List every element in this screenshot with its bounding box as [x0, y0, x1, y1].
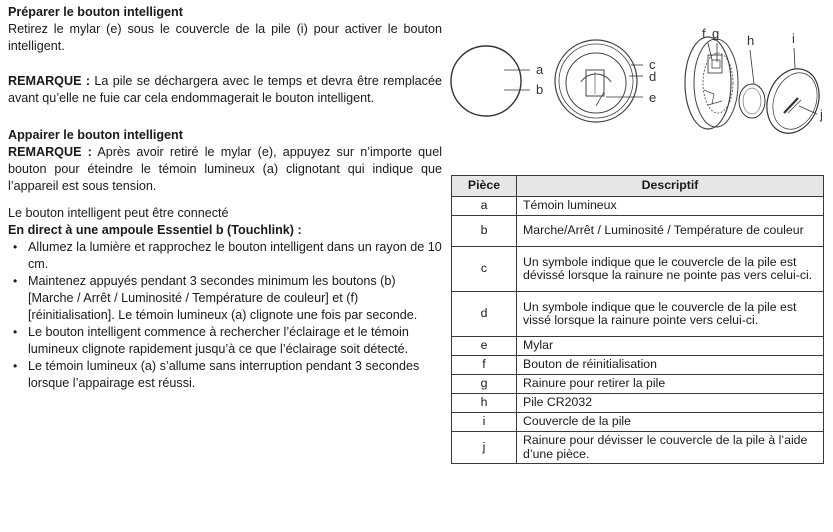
part-description: Rainure pour retirer la pile — [517, 375, 824, 394]
part-description: Un symbole indique que le couvercle de la pile est dévissé lorsque la rainure ne pointe pas vers celui-ci. — [517, 247, 824, 292]
part-description: Rainure pour dévisser le couvercle de la pile à l’aide d’une pièce. — [517, 432, 824, 464]
part-code: g — [452, 375, 517, 394]
table-row — [452, 375, 824, 394]
pair-note — [8, 144, 442, 195]
instructions-column — [8, 4, 442, 392]
parts-table — [451, 175, 824, 464]
table-row — [452, 432, 824, 464]
part-code: c — [452, 247, 517, 292]
part-code: h — [452, 394, 517, 413]
list-item: • Maintenez appuyés pendant 3 secondes minimum les boutons (b) [Marche / Arrêt / Luminosité / Température de couleur] et (f) [réinitialisation]. Le témoin lumineux (a) clignote une fois par seconde. — [8, 273, 442, 324]
part-description: Un symbole indique que le couvercle de la pile est vissé lorsque la rainure pointe vers celui-ci. — [517, 292, 824, 337]
label-j: j — [820, 107, 823, 122]
part-description: Témoin lumineux — [517, 197, 824, 216]
part-description: Bouton de réinitialisation — [517, 356, 824, 375]
table-row — [452, 292, 824, 337]
table-row — [452, 247, 824, 292]
table-row — [452, 356, 824, 375]
label-b: b — [536, 82, 544, 97]
table-header-row — [452, 176, 824, 197]
section-title-prepare: Préparer le bouton intelligent — [8, 5, 183, 19]
label-i: i — [792, 31, 795, 46]
part-description: Mylar — [517, 337, 824, 356]
part-description: Pile CR2032 — [517, 394, 824, 413]
back-view — [555, 40, 637, 122]
label-c: c — [649, 57, 656, 72]
table-row — [452, 197, 824, 216]
housing-view — [685, 37, 738, 129]
note-label: REMARQUE : — [8, 145, 92, 159]
label-f: f — [702, 26, 706, 41]
part-code: b — [452, 216, 517, 247]
front-view-circle — [451, 46, 521, 116]
connect-text: Le bouton intelligent peut être connecté — [8, 206, 229, 220]
battery-cover-view — [758, 61, 826, 140]
table-row — [452, 413, 824, 432]
note-text: La pile se déchargera avec le temps et devra être remplacée avant qu’elle ne fuie car cela endommagerait le bouton intelligent. — [8, 74, 442, 105]
list-item: • Le témoin lumineux (a) s’allume sans interruption pendant 3 secondes lorsque l’appairage est réussi. — [8, 358, 442, 392]
note-label: REMARQUE : — [8, 74, 91, 88]
part-code: e — [452, 337, 517, 356]
part-code: i — [452, 413, 517, 432]
header-descriptif: Descriptif — [517, 176, 824, 197]
label-e: e — [649, 90, 657, 105]
label-g: g — [712, 26, 720, 41]
list-item: • Le bouton intelligent commence à rechercher l’éclairage et le témoin lumineux clignote rapidement jusqu’à ce que l’éclairage soit détecté. — [8, 324, 442, 358]
part-code: a — [452, 197, 517, 216]
note-text: Après avoir retiré le mylar (e), appuyez sur n’importe quel bouton pour éteindre le témoin lumineux (a) clignotant qui indique que l’appareil est sous tension. — [8, 145, 442, 193]
battery-note — [8, 73, 442, 107]
table-row — [452, 394, 824, 413]
part-code: j — [452, 432, 517, 464]
device-diagram — [446, 10, 826, 150]
part-description: Marche/Arrêt / Luminosité / Température de couleur — [517, 216, 824, 247]
label-h: h — [747, 33, 755, 48]
pairing-steps — [8, 239, 442, 392]
connect-title: En direct à une ampoule Essentiel b (Touchlink) : — [8, 223, 302, 237]
list-item: • Allumez la lumière et rapprochez le bouton intelligent dans un rayon de 10 cm. — [8, 239, 442, 273]
part-code: d — [452, 292, 517, 337]
table-row — [452, 337, 824, 356]
label-d: d — [649, 69, 657, 84]
prepare-text: Retirez le mylar (e) sous le couvercle de la pile (i) pour activer le bouton intelligent. — [8, 22, 442, 53]
part-code: f — [452, 356, 517, 375]
section-title-pair: Appairer le bouton intelligent — [8, 128, 183, 142]
header-piece: Pièce — [452, 176, 517, 197]
label-a: a — [536, 62, 544, 77]
part-description: Couvercle de la pile — [517, 413, 824, 432]
table-row — [452, 216, 824, 247]
